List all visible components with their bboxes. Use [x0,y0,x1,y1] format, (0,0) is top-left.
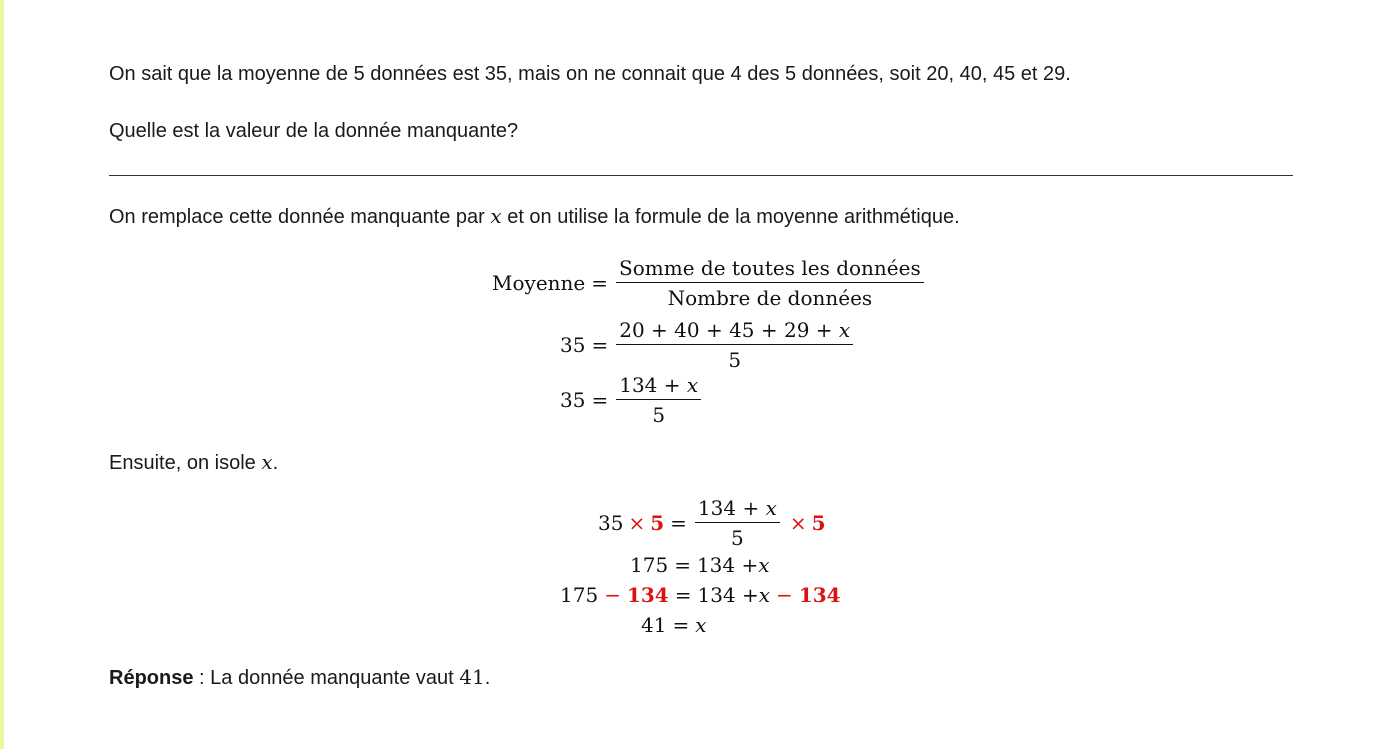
answer-label: Réponse [109,667,194,689]
iso-step-4: 41 = x [641,613,707,637]
solution-intro: On remplace cette donnée manquante par x et on utilise la formule de la moyenne arithmétique. [109,204,960,228]
isolate-text: Ensuite, on isole x. [109,450,279,474]
step-1: 35 = $\frac{20 + 40 + 45 + 29 + x}{5}$ [560,318,855,372]
iso-step-1: 35 × 5 = $\frac{134 + x}{5}$ × 5 [598,496,826,550]
left-edge-accent [0,0,4,749]
var-x: x [490,204,502,228]
formula-denominator: Nombre de données [667,286,873,310]
question-statement: On sait que la moyenne de 5 données est 35, mais on ne connait que 4 des 5 données, soit 20, 40, 45 et 29. [109,63,1071,85]
mean-formula: Moyenne = $\frac{\text{Somme de toutes les données}}{\text{Nombre de données}}$ [492,256,926,310]
iso-step-2: 175 = 134 + x [630,553,770,577]
step-2: 35 = $\frac{134 + x}{5}$ [560,373,703,427]
separator [109,175,1293,176]
question-prompt: Quelle est la valeur de la donnée manquante? [109,120,519,142]
answer: Réponse : La donnée manquante vaut 41. [109,665,491,689]
formula-numerator: Somme de toutes les données [616,256,924,283]
answer-value: 41 [459,665,485,689]
iso-step-3: 175 − 134 = 134 + x − 134 [560,583,841,607]
